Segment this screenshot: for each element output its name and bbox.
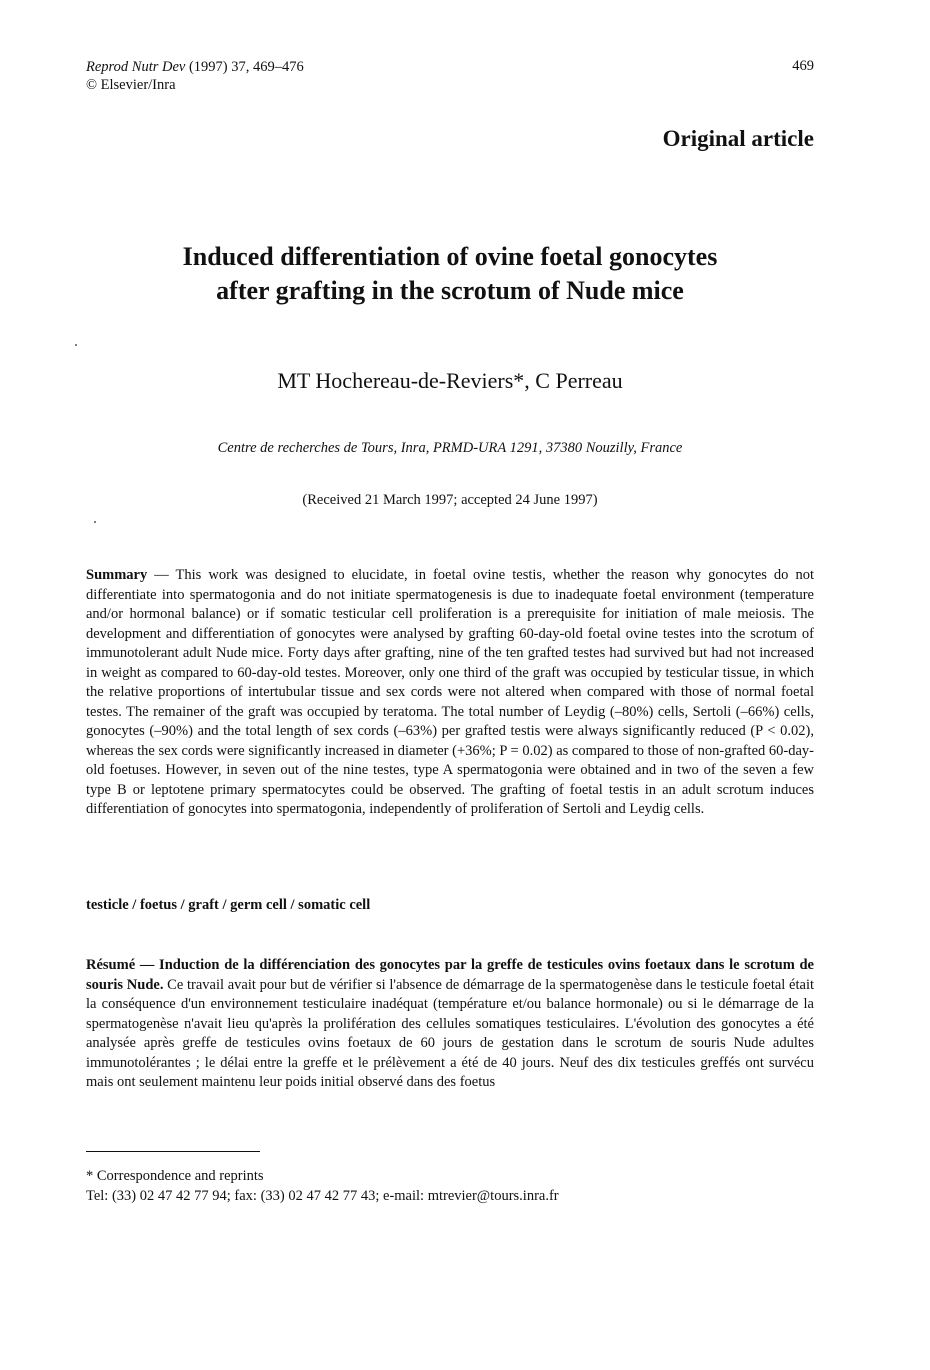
footnote-correspondence: * Correspondence and reprints [86, 1168, 264, 1184]
journal-name: Reprod Nutr Dev [86, 59, 186, 75]
authors: MT Hochereau-de-Reviers*, C Perreau [277, 368, 623, 393]
summary-label: Summary [86, 567, 148, 583]
title-line-1: Induced differentiation of ovine foetal gonocytes [182, 242, 718, 271]
summary-paragraph [86, 566, 814, 820]
resume-label: Résumé [86, 957, 136, 973]
article-title [86, 240, 814, 308]
scan-speck [94, 521, 96, 523]
summary-dash: — [147, 567, 176, 583]
resume-paragraph [86, 956, 814, 1152]
journal-citation [86, 58, 304, 94]
footnote-contact: Tel: (33) 02 47 42 77 94; fax: (33) 02 47 42 77 43; e-mail: mtrevier@tours.inra.fr [86, 1188, 559, 1204]
resume-dash: — [135, 957, 160, 973]
footnote [86, 1166, 559, 1206]
scan-speck [75, 344, 77, 346]
affiliation: Centre de recherches de Tours, Inra, PRMD-URA 1291, 37380 Nouzilly, France [217, 440, 683, 456]
received-dates: (Received 21 March 1997; accepted 24 June 1997) [302, 492, 598, 508]
copyright: © Elsevier/Inra [86, 77, 176, 93]
journal-details: (1997) 37, 469–476 [188, 59, 304, 75]
summary-text: This work was designed to elucidate, in foetal ovine testis, whether the reason why gonocytes do not differentiate into spermatogonia and do not initiate spermatogenesis is due to inadequate foetal environment (temperature and/or hormonal balance) or if somatic testicular cell proliferation is a prerequisite for initiation of male meiosis. The development and differentiation of gonocytes were analysed by grafting 60-day-old foetal ovine testes into the scrotum of immunotolerant adult Nude mice. Forty days after grafting, nine of the ten grafted testes had survived but had not increased in weight as compared to 60-day-old testes. Moreover, only one third of the graft was occupied by testicular tissue, in which the relative proportions of intertubular tissue and sex cords were not altered when compared with those of normal foetal testes. The remainer of the graft was occupied by teratoma. The total number of Leydig (–80%) cells, Sertoli (–66%) cells, gonocytes (–90%) and the total length of sex cords (–63%) per grafted testis were always significantly reduced (P < 0.02), whereas the sex cords were significantly increased in diameter (+36%; P = 0.02) as compared to those of non-grafted 60-day-old foetuses. However, in seven out of the nine testes, type A spermatogonia were obtained and in two of the seven a few type B or leptotene primary spermatocytes could be observed. The grafting of foetal testis in an adult scrotum induces differentiation of gonocytes into spermatogonia, independently of proliferation of Sertoli and Leydig cells. [86, 567, 814, 817]
keywords: testicle / foetus / graft / germ cell / somatic cell [86, 897, 371, 913]
footnote-rule [86, 1151, 260, 1152]
resume-title: Induction de la différenciation des gonocytes par la greffe de testicules ovins foetaux dans le scrotum de souris Nude. [86, 957, 814, 993]
resume-text: Ce travail avait pour but de vérifier si l'absence de démarrage de la spermatogenèse dans le testicule foetal était la conséquence d'un environnement testiculaire inadéquat (température et/ou balance hormonale) ou si le démarrage de la spermatogenèse n'avait lieu qu'après la prolifération des cellules somatiques testiculaires. L'évolution des gonocytes a été analysée après greffe de testicules ovins foetaux de 60 jours de gestation dans le scrotum de souris Nude adultes immunotolérantes ; le délai entre la greffe et le prélèvement a été de 40 jours. Neuf des dix testicules greffés ont survécu mais ont seulement maintenu leur poids initial observé dans des foetus [86, 976, 814, 1090]
title-line-2: after grafting in the scrotum of Nude mice [216, 276, 684, 305]
page-number: 469 [792, 58, 814, 74]
article-type: Original article [662, 126, 814, 151]
